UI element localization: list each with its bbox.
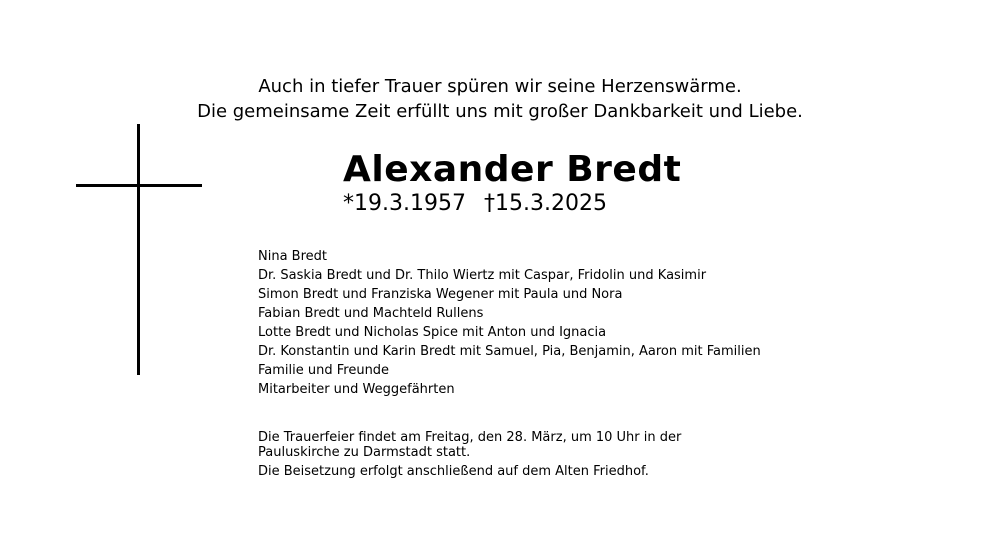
intro-line-2: Die gemeinsame Zeit erfüllt uns mit großer Dankbarkeit und Liebe. [197, 101, 803, 122]
mourner-line: Dr. Konstantin und Karin Bredt mit Samuel, Pia, Benjamin, Aaron mit Familien [258, 344, 761, 359]
mourner-line: Lotte Bredt und Nicholas Spice mit Anton und Ignacia [258, 325, 607, 340]
service-info [258, 430, 681, 479]
mourner-line: Simon Bredt und Franziska Wegener mit Paula und Nora [258, 287, 623, 302]
mourner-line: Familie und Freunde [258, 363, 390, 378]
mourner-line: Dr. Saskia Bredt und Dr. Thilo Wiertz mit Caspar, Fridolin und Kasimir [258, 268, 707, 283]
life-dates [343, 190, 607, 218]
deceased-name: Alexander Bredt [343, 149, 682, 190]
death-date: †15.3.2025 [483, 191, 607, 216]
mourners-list [258, 247, 761, 399]
birth-date: *19.3.1957 [343, 191, 466, 216]
mourner-line: Mitarbeiter und Weggefährten [258, 382, 455, 397]
cross-vertical-bar [137, 124, 140, 375]
mourner-line: Fabian Bredt und Machteld Rullens [258, 306, 484, 321]
mourner-line: Nina Bredt [258, 249, 327, 264]
intro-verse [0, 74, 1000, 124]
service-line-1: Die Trauerfeier findet am Freitag, den 28. März, um 10 Uhr in der [258, 430, 682, 445]
burial-line: Die Beisetzung erfolgt anschließend auf dem Alten Friedhof. [258, 464, 649, 479]
intro-line-1: Auch in tiefer Trauer spüren wir seine Herzenswärme. [258, 76, 742, 97]
service-line-2: Pauluskirche zu Darmstadt statt. [258, 445, 471, 460]
cross-horizontal-bar [76, 184, 202, 187]
